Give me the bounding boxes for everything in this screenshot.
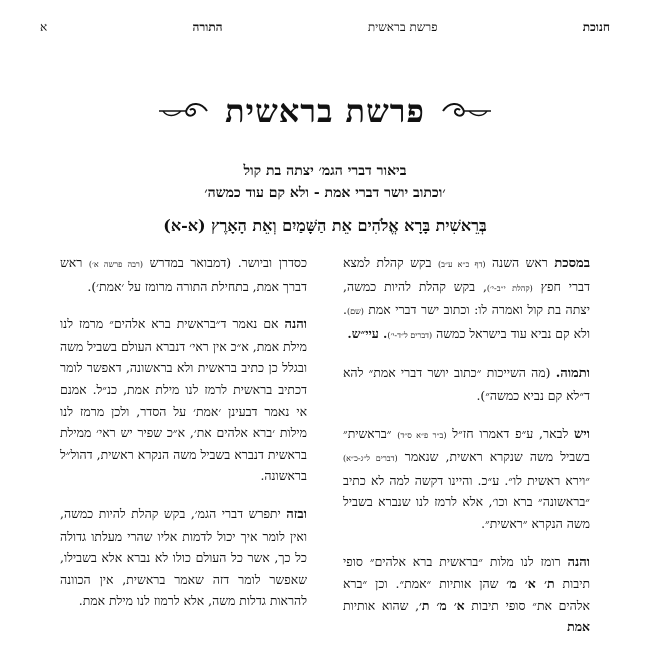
text-run: ראש דברך אמת, בתחילת התורה מרומז על ׳אמת׳).	[60, 255, 307, 294]
source-citation: (דברים ל״ג-כ״א)	[343, 454, 398, 464]
text-run: כסדרן וביושר. (דמבואר במדרש	[143, 255, 308, 270]
subheading-line-2: ׳וכתוב יושר דברי אמת - ולא קם עוד כמשה׳	[204, 185, 446, 201]
lead-word: והנה	[284, 317, 307, 333]
verse-heading: בְּרֵאשִׁית בָּרָא אֱלֹהִים אֵת הַשָּׁמַיִם וְאֵת הָאָרֶץ (א-א)	[163, 216, 487, 235]
source-citation: (שם)	[346, 307, 364, 317]
text-run: ״וירא ראשית לו״. ע״כ. והיינו דקשה למה לא כתיב ״בראשונה״ ברא וכו׳, אלא לרמז לנו שנברא בשביל משה הנקרא ״ראשית״.	[343, 472, 590, 531]
source-citation: (דברים ל״ד-י׳)	[387, 330, 433, 340]
paragraph	[343, 423, 590, 535]
lead-word: והנה	[567, 554, 590, 570]
lead-word: ויש	[574, 426, 590, 442]
text-run: . עיי״ש.	[347, 325, 388, 341]
paragraph	[60, 503, 307, 612]
text-run: יתפרש דברי הגמ׳, בקש קהלת להיות כמשה, ואין לומר איך יכול לדמות אליו שהרי מעלתו גדולה כל כך, אשר כל העולם כולו לא נברא אלא בשבילו, שאפשר לומר דזה שאמר בראשית, אין הכוונה להראות גדלות משה, אלא לרמוז לנו מילת אמת.	[60, 505, 307, 609]
text-run: , בקש קהלת להיות כמשה, יצתה בת קול ואמרה לו: וכתוב ישר דברי אמת	[343, 278, 590, 318]
text-run: רומז לנו מלות ״בראשית ברא אלהים״ סופי תיבות	[343, 553, 590, 592]
header-book-title: חנוכת	[582, 20, 610, 34]
paragraph	[343, 362, 590, 406]
source-citation: (ב״ר פ״א ס״ד)	[397, 430, 447, 440]
text-run: בקש קהלת למצא דברי חפץ	[343, 255, 590, 294]
text-run: אם נאמר ד״בראשית ברא אלהים״ מרמז לנו מילת אמת, א״כ אין ראי׳ דנברא העולם בשביל משה ובגלל כן כתיב בראשית ולא בראשונה, דאפשר לומר דכתיב בראשית לרמז לנו מילת אמת, כנ״ל. אמנם אי נאמר דבעינן ׳אמת׳ על הסדר, ולכן מרמז לנו מילות ׳ברא אלהים את׳, א״כ שפיר יש ראי׳ ממילת בראשית דנברא בשביל משה הנקרא ראשית, דהול״ל בראשונה.	[60, 316, 307, 484]
title-block	[0, 92, 650, 130]
emphasis: ת׳ א׳ מ׳	[506, 576, 555, 592]
text-run: , שהוא אותיות	[343, 597, 420, 613]
lead-word: במסכת	[554, 256, 590, 271]
scroll-ornament-right-icon	[439, 100, 495, 122]
text-run: לבאר, ע״פ דאמרו חז״ל	[446, 425, 575, 441]
paragraph	[343, 551, 590, 638]
header-parsha: פרשת בראשית	[367, 20, 438, 34]
source-citation: (קהלת י״ב-י׳)	[486, 283, 533, 293]
text-columns	[60, 252, 590, 646]
lead-word: ובזה	[286, 506, 307, 522]
text-run: שהן אותיות ״אמת״. וכן ״ברא אלהים את״ סופי תיבות	[343, 576, 590, 613]
text-run: ״בראשית״ בשביל משה שנקרא ראשית, שנאמר	[343, 425, 590, 465]
scroll-ornament-left-icon	[155, 100, 211, 122]
paragraph	[343, 252, 590, 346]
source-citation: (רבה פרשה א׳)	[88, 260, 143, 269]
header-section: התורה	[192, 20, 223, 34]
emphasis: א׳ מ׳ ת׳	[419, 597, 465, 613]
paragraph	[60, 313, 307, 487]
running-header	[40, 20, 610, 35]
lead-word: ותמוה.	[555, 366, 590, 382]
text-run: ראש השנה	[485, 255, 555, 270]
header-page-letter: א	[40, 20, 48, 34]
page-title: פרשת בראשית	[225, 92, 425, 130]
paragraph	[60, 252, 307, 297]
right-column	[343, 252, 590, 646]
text-run: (מה השייכות ״כתוב יושר דברי אמת״ להא ד״לא קם נביא כמשה״).	[343, 365, 590, 403]
source-citation: (דף כ״א ע״ב)	[437, 260, 486, 269]
subheading-line-1: ביאור דברי הגמ׳ יצתה בת קול	[243, 163, 407, 179]
emphasis: אמת	[567, 619, 590, 635]
text-run: . ולא קם נביא עוד בישראל כמשה	[343, 302, 590, 341]
left-column	[60, 252, 307, 646]
section-subheading	[90, 160, 560, 204]
